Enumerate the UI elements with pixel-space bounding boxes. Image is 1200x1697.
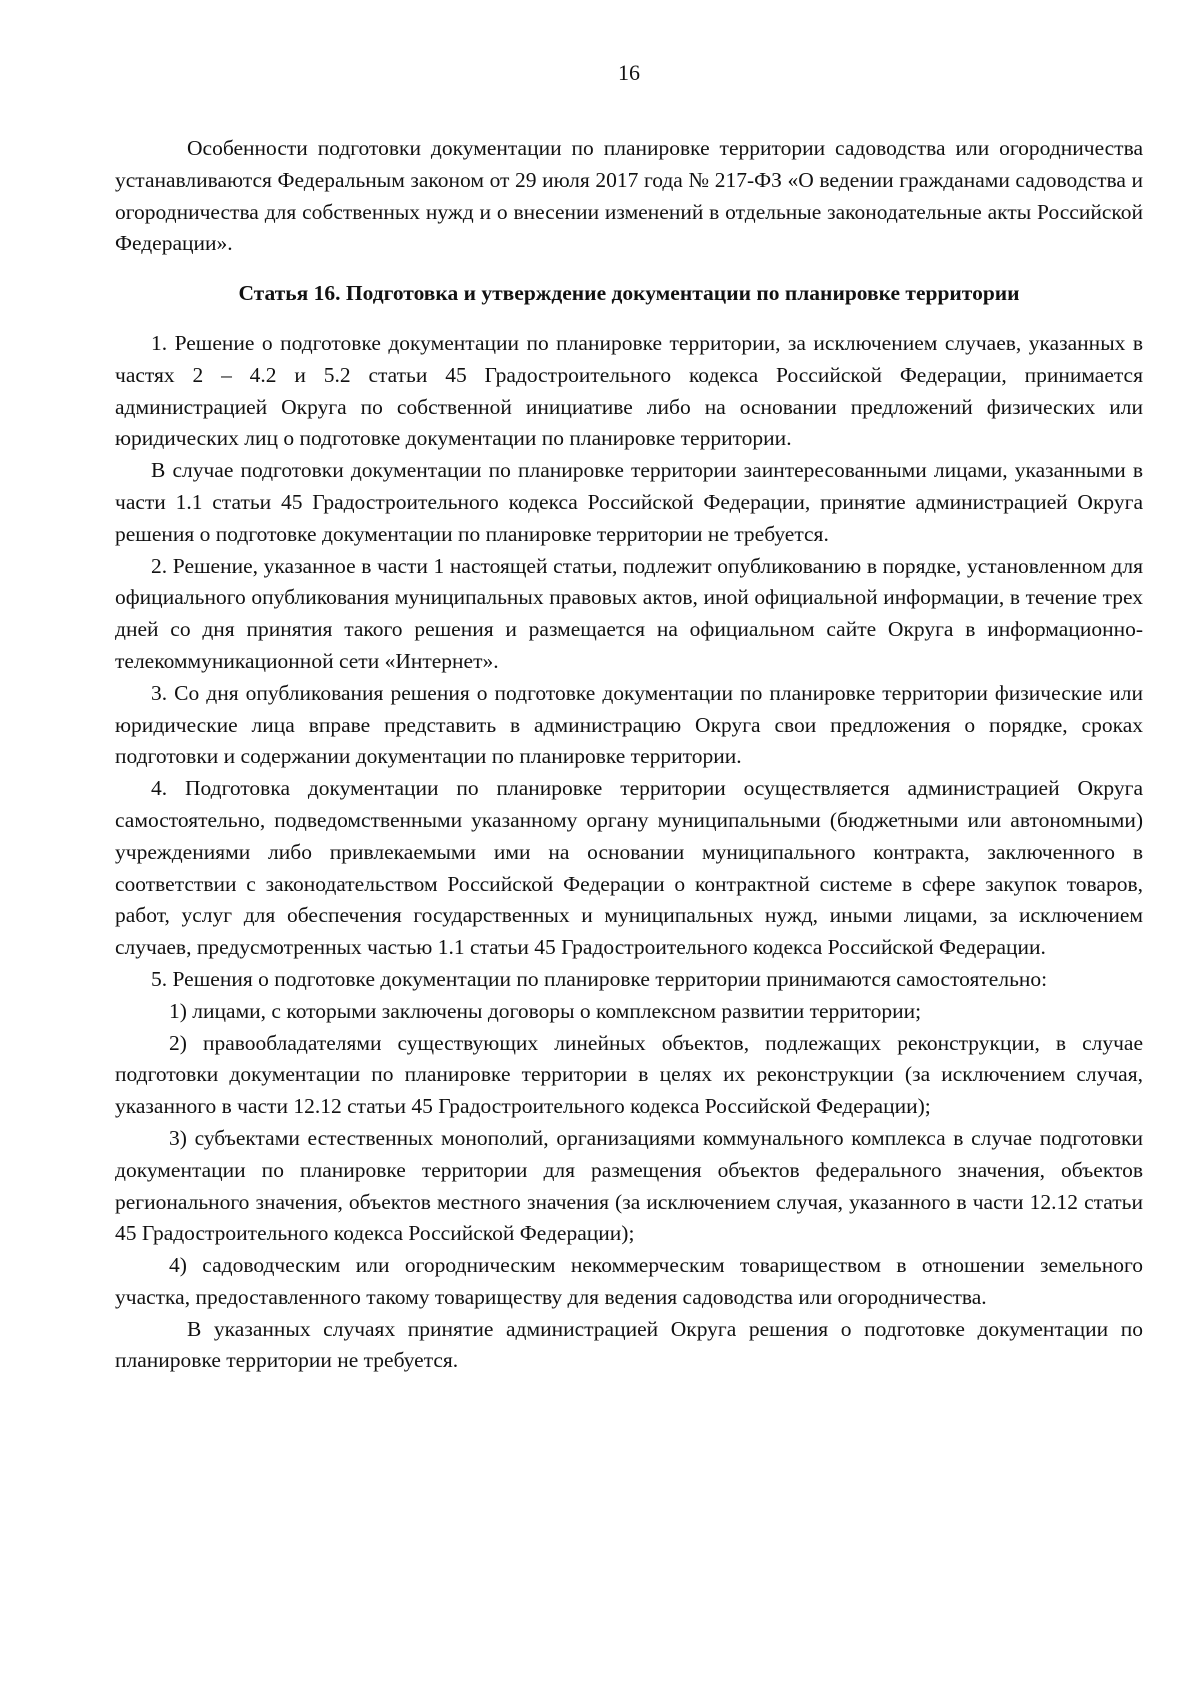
list-item-2: 2) правообладателями существующих линейных объектов, подлежащих реконструкции, в случае подготовки документации по планировке территории в целях их реконструкции (за исключением случая, указанного в части 12.12 статьи 45 Градостроительного кодекса Российской Федерации); [115, 1030, 1143, 1119]
paragraph-5: 5. Решения о подготовке документации по планировке территории принимаются самостоятельно: [151, 966, 1048, 991]
paragraph-1: 1. Решение о подготовке документации по планировке территории, за исключением случаев, указанных в частях 2 – 4.2 и 5.2 статьи 45 Градостроительного кодекса Российской Федерации, принимается администрацией Округа по собственной инициативе либо на основании предложений физических или юридических лиц о подготовке документации по планировке территории. [115, 330, 1143, 451]
intro-paragraph: Особенности подготовки документации по планировке территории садоводства или огородничества устанавливаются Федеральным законом от 29 июля 2017 года № 217-ФЗ «О ведении гражданами садоводства и огородничества для собственных нужд и о внесении изменений в отдельные законодательные акты Российской Федерации». [115, 136, 1143, 256]
list-item-4: 4) садоводческим или огородническим некоммерческим товариществом в отношении земельного участка, предоставленного такому товариществу для ведения садоводства или огородничества. [115, 1253, 1143, 1309]
paragraph-1-continued: В случае подготовки документации по планировке территории заинтересованными лицами, указанными в части 1.1 статьи 45 Градостроительного кодекса Российской Федерации, принятие администрацией Округа решения о подготовке документации по планировке территории не требуется. [115, 458, 1143, 546]
paragraph-4: 4. Подготовка документации по планировке территории осуществляется администрацией Округа самостоятельно, подведомственными указанному органу муниципальными (бюджетными или автономными) учреждениями либо привлекаемыми ими на основании муниципального контракта, заключенного в соответствии с законодательством Российской Федерации о контрактной системе в сфере закупок товаров, работ, услуг для обеспечения государственных и муниципальных нужд, иными лицами, за исключением случаев, предусмотренных частью 1.1 статьи 45 Градостроительного кодекса Российской Федерации. [115, 776, 1143, 960]
paragraph-3: 3. Со дня опубликования решения о подготовке документации по планировке территории физические или юридические лица вправе представить в администрацию Округа свои предложения о порядке, сроках подготовки и содержании документации по планировке территории. [115, 680, 1143, 769]
list-item-3: 3) субъектами естественных монополий, организациями коммунального комплекса в случае подготовки документации по планировке территории для размещения объектов федерального значения, объектов регионального значения, объектов местного значения (за исключением случая, указанного в части 12.12 статьи 45 Градостроительного кодекса Российской Федерации); [115, 1125, 1143, 1246]
list-item-1: 1) лицами, с которыми заключены договоры о комплексном развитии территории; [169, 998, 922, 1023]
paragraph-2: 2. Решение, указанное в части 1 настоящей статьи, подлежит опубликованию в порядке, установленном для официального опубликования муниципальных правовых актов, иной официальной информации, в течение трех дней со дня принятия такого решения и размещается на официальном сайте Округа в информационно-телекоммуникационной сети «Интернет». [115, 553, 1143, 673]
page-number: 16 [618, 60, 640, 85]
article-title: Статья 16. Подготовка и утверждение документации по планировке территории [238, 281, 1020, 306]
closing-paragraph: В указанных случаях принятие администрацией Округа решения о подготовке документации по планировке территории не требуется. [115, 1316, 1143, 1373]
